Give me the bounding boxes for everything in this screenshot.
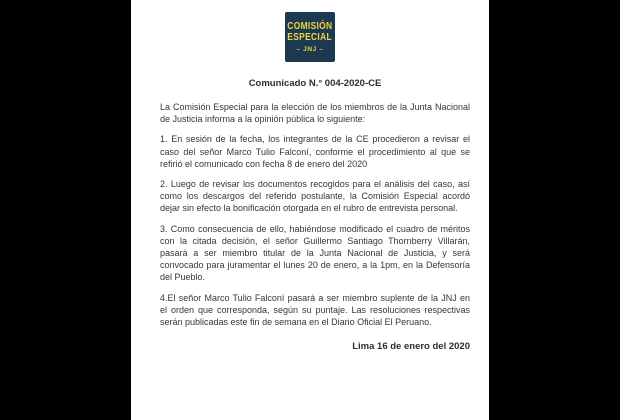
paragraph-4: 4.El señor Marco Tulio Falconí pasará a ser miembro suplente de la JNJ en el orden que corresponda, según su puntaje. Las resoluciones respectivas serán publicadas este fin de semana en el Diario Oficial El Peruano. — [160, 292, 470, 328]
intro-paragraph: La Comisión Especial para la elección de los miembros de la Junta Nacional de Justicia informa a la opinión pública lo siguiente: — [160, 102, 470, 125]
comision-especial-jnj-logo — [285, 12, 335, 62]
communique-document — [131, 0, 489, 420]
document-body — [131, 78, 489, 353]
paragraph-3: 3. Como consecuencia de ello, habiéndose modificado el cuadro de méritos con la citada decisión, el señor Guillermo Santiago Thornberry Villarán, pasará a ser miembro titular de la Junta Nacional de Justicia, y será convocado para juramentar el lunes 20 de enero, a la 1pm, en la Defensoría del Pueblo. — [160, 223, 470, 283]
document-date: Lima 16 de enero del 2020 — [352, 341, 470, 353]
paragraph-1: 1. En sesión de la fecha, los integrantes de la CE procedieron a revisar el caso del señor Marco Tulio Falconí, conforme el procedimiento al que se refirió el comunicado con fecha 8 de enero del 2020 — [160, 134, 470, 169]
paragraph-2: 2. Luego de revisar los documentos recogidos para el análisis del caso, así como los descargos del referido postulante, la Comisión Especial acordó dejar sin efecto la bonificación otorgada en el rubro de entrevista personal. — [160, 179, 470, 214]
logo-text-especial: ESPECIAL — [287, 31, 333, 43]
logo-text-jnj: – JNJ – — [296, 45, 324, 53]
document-title: Comunicado N.° 004-2020-CE — [248, 78, 382, 89]
logo-text-comision: COMISIÓN — [287, 21, 333, 33]
